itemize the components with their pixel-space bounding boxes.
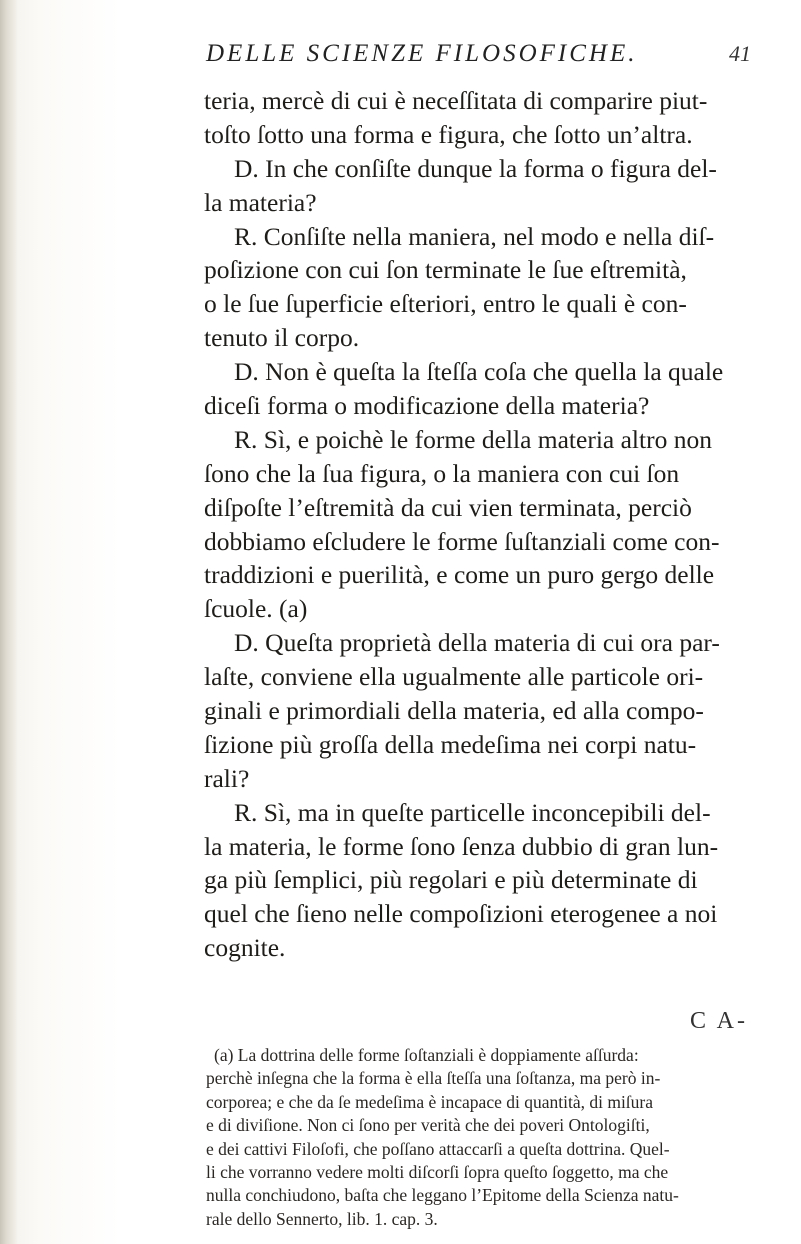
footnote-line: corporea; e che da ſe medeſima è incapace di quantità, di miſura: [206, 1091, 654, 1112]
text-line: ſono che la ſua figura, o la maniera con cui ſon: [204, 458, 680, 488]
text-line: poſizione con cui ſon terminate le ſue eſtremità,: [204, 255, 687, 285]
footnote-line: e di diviſione. Non ci ſono per verità che dei poveri Ontologiſti,: [206, 1115, 650, 1136]
text-line: diſpoſte l’eſtremità da cui vien terminata, perciò: [204, 492, 692, 522]
text-line: ga più ſemplici, più regolari e più determinate di: [204, 865, 698, 895]
text-line: la materia?: [204, 187, 317, 217]
text-line: ſcuole. (a): [204, 594, 308, 624]
footnote: [206, 1044, 766, 1231]
footnote-line: nulla conchiudono, baſta che leggano l’Epitome della Scienza natu-: [206, 1185, 679, 1206]
text-line: ginali e primordiali della materia, ed alla compo-: [204, 696, 704, 726]
page-binding-edge: [0, 0, 18, 1244]
main-text: [204, 84, 764, 965]
footnote-line: (a) La dottrina delle forme ſoſtanziali è doppiamente aſſurda:: [214, 1045, 639, 1065]
text-line: dobbiamo eſcludere le forme ſuſtanziali come con-: [204, 526, 720, 556]
text-line: laſte, conviene ella ugualmente alle particole ori-: [204, 662, 704, 692]
text-line: quel che ſieno nelle compoſizioni eterogenee a noi: [204, 899, 718, 929]
text-line: o le ſue ſuperficie eſteriori, entro le quali è con-: [204, 289, 687, 319]
text-line: diceſi forma o modificazione della materia?: [204, 391, 650, 421]
text-line: teria, mercè di cui è neceſſitata di comparire piut-: [204, 86, 708, 115]
text-line: cognite.: [204, 933, 286, 963]
text-line: R. Sì, e poichè le forme della materia altro non: [234, 424, 712, 454]
text-line: la materia, le forme ſono ſenza dubbio di gran lun-: [204, 831, 719, 861]
text-line: ſizione più groſſa della medeſima nei corpi natu-: [204, 729, 697, 759]
catchword: C A-: [690, 1008, 749, 1034]
text-line: rali?: [204, 763, 250, 793]
text-line: D. Non è queſta la ſteſſa coſa che quella la quale: [234, 357, 724, 387]
footnote-line: li che vorranno vedere molti diſcorſi ſopra queſto ſoggetto, ma che: [206, 1161, 669, 1182]
text-line: R. Conſiſte nella maniera, nel modo e nella diſ-: [234, 221, 715, 251]
footnote-line: rale dello Sennerto, lib. 1. cap. 3.: [206, 1208, 438, 1229]
footnote-line: e dei cattivi Filoſofi, che poſſano attaccarſi a queſta dottrina. Quel-: [206, 1138, 670, 1159]
text-line: R. Sì, ma in queſte particelle inconcepibili del-: [234, 797, 711, 827]
text-line: traddizioni e puerilità, e come un puro gergo delle: [204, 560, 715, 590]
running-head: [206, 40, 751, 74]
text-line: D. In che conſiſte dunque la forma o figura del-: [234, 153, 717, 183]
running-head-title: DELLE SCIENZE FILOSOFICHE.: [206, 40, 638, 67]
page-number: 41: [729, 41, 751, 66]
text-line: D. Queſta proprietà della materia di cui ora par-: [234, 628, 720, 658]
footnote-line: perchè inſegna che la forma è ella ſteſſa una ſoſtanza, ma però in-: [206, 1068, 661, 1089]
text-line: toſto ſotto una forma e figura, che ſotto un’altra.: [204, 119, 693, 149]
text-line: tenuto il corpo.: [204, 323, 360, 353]
